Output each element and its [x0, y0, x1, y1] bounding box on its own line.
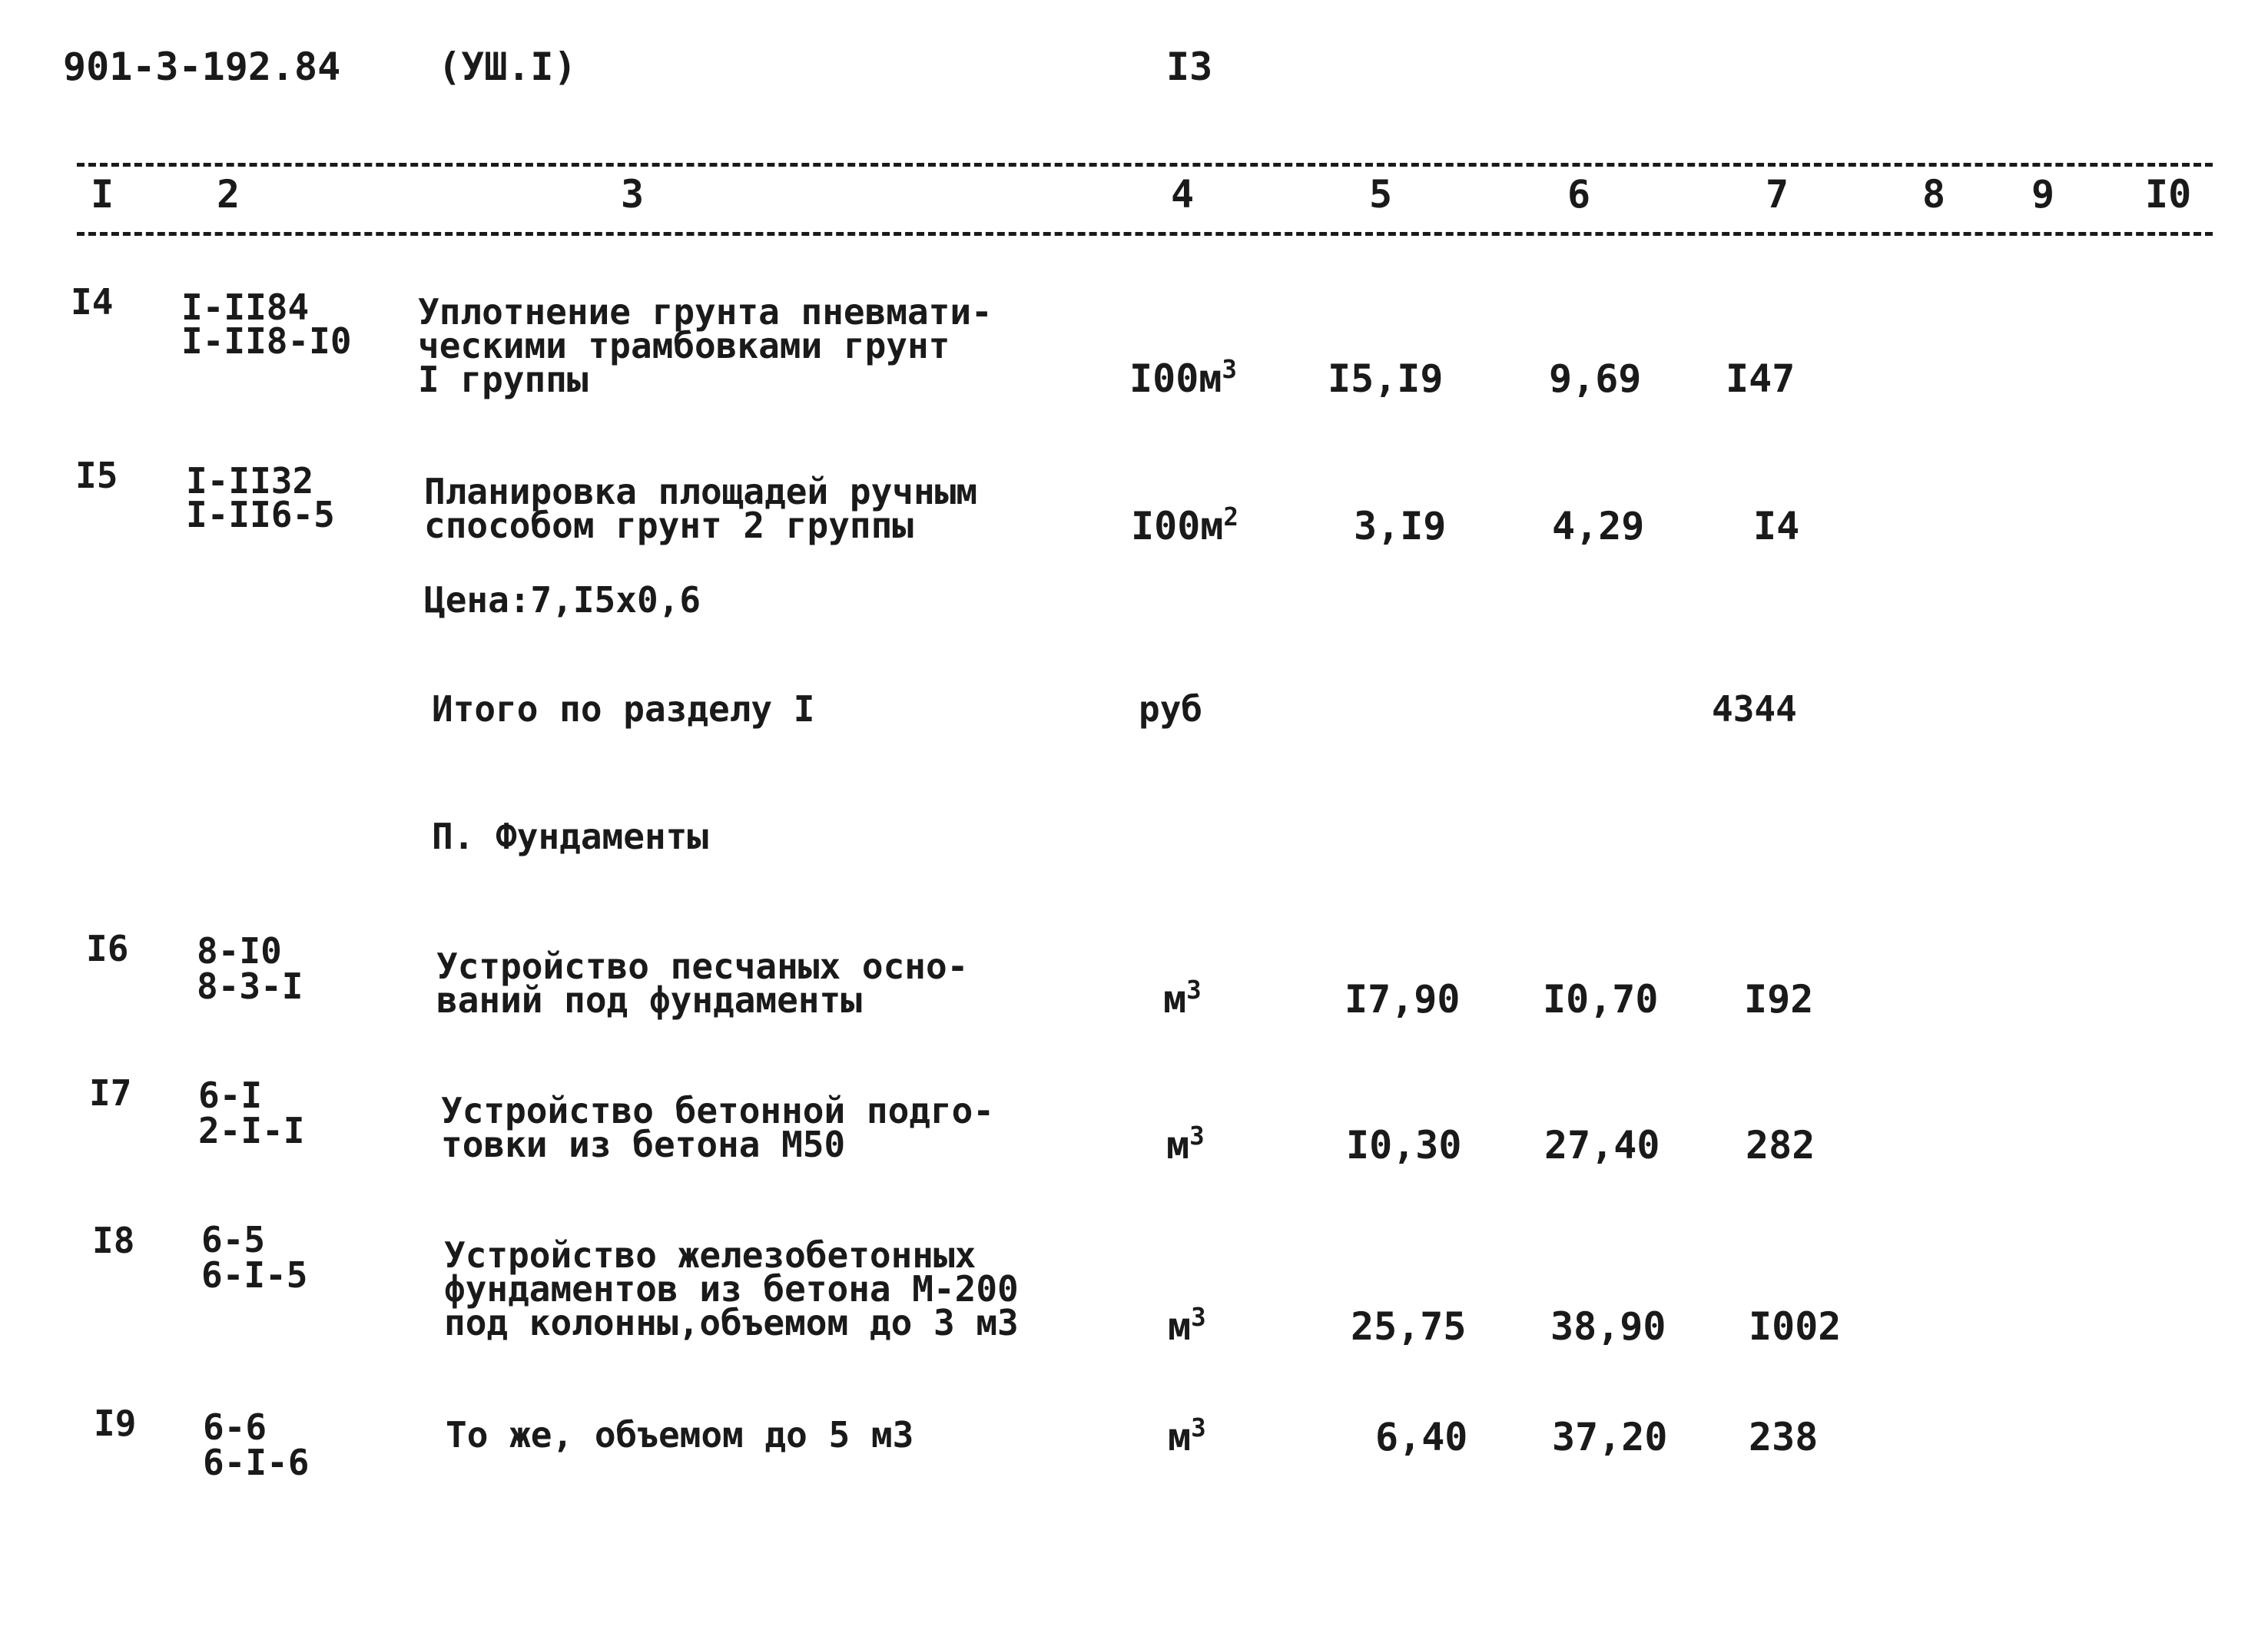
column-header-5: 5 — [1369, 172, 1393, 217]
row-unit: $I00м^3$ — [1129, 355, 1237, 401]
column-header-8: 8 — [1922, 172, 1946, 217]
row-description: фундаментов из бетона М-200 — [444, 1268, 1019, 1310]
row-code-secondary: 6-I-5 — [201, 1254, 308, 1296]
row-description: ческими трамбовками грунт — [418, 325, 950, 366]
row-code-secondary: 2-I-I — [198, 1110, 305, 1151]
header-rule-bottom — [77, 232, 2213, 236]
volume-label: (УШ.I) — [438, 45, 577, 89]
row-total: I002 — [1749, 1304, 1842, 1349]
row-quantity: I7,90 — [1345, 977, 1461, 1022]
doc-number: 901-3-192.84 — [63, 45, 341, 89]
row-code-secondary: 6-I-6 — [203, 1442, 310, 1483]
row-unit-price: 4,29 — [1552, 504, 1645, 548]
row-unit: $м^3$ — [1166, 1121, 1205, 1168]
row-unit: $м^3$ — [1163, 975, 1202, 1022]
row-description: способом грунт 2 группы — [424, 505, 914, 546]
column-header-2: 2 — [217, 172, 240, 217]
price-note: Цена:7,I5x0,6 — [424, 579, 701, 621]
row-description: Уплотнение грунта пневмати- — [418, 291, 993, 333]
column-header-10: I0 — [2145, 172, 2192, 217]
row-unit: $I00м^2$ — [1131, 502, 1238, 548]
page-number: I3 — [1166, 45, 1213, 89]
column-header-6: 6 — [1567, 172, 1591, 217]
row-quantity: I0,30 — [1346, 1123, 1462, 1168]
row-unit-price: 9,69 — [1549, 356, 1642, 401]
row-number: I7 — [89, 1072, 132, 1114]
row-unit-price: 38,90 — [1550, 1304, 1666, 1349]
row-code-primary: I-II32 — [186, 460, 314, 502]
row-quantity: I5,I9 — [1328, 356, 1444, 401]
row-code-primary: 6-I — [198, 1075, 263, 1116]
row-total: I47 — [1726, 356, 1796, 401]
row-description: Устройство железобетонных — [444, 1234, 976, 1276]
row-code-primary: I-II84 — [181, 287, 310, 328]
column-header-9: 9 — [2031, 172, 2055, 217]
column-header-1: I — [91, 172, 114, 217]
row-code-secondary: I-II8-I0 — [181, 320, 352, 362]
row-number: I8 — [92, 1220, 135, 1261]
row-unit: $м^3$ — [1168, 1413, 1206, 1459]
row-unit-price: 37,20 — [1552, 1415, 1668, 1459]
column-header-7: 7 — [1766, 172, 1789, 217]
row-description: I группы — [418, 359, 589, 400]
row-quantity: 6,40 — [1375, 1415, 1468, 1459]
row-description: товки из бетона М50 — [441, 1124, 846, 1165]
row-description: Планировка площадей ручным — [424, 471, 978, 512]
row-code-primary: 6-6 — [203, 1406, 267, 1448]
row-total: 238 — [1749, 1415, 1819, 1459]
row-description: Устройство песчаных осно- — [436, 946, 969, 987]
row-number: I6 — [86, 928, 129, 969]
column-header-3: 3 — [621, 172, 645, 217]
row-description: То же, объемом до 5 м3 — [446, 1414, 914, 1456]
row-description: под колонны,объемом до 3 м3 — [444, 1302, 1019, 1343]
row-quantity: 3,I9 — [1354, 504, 1447, 548]
row-number: I5 — [75, 455, 118, 496]
row-total: 282 — [1746, 1123, 1815, 1168]
row-total: I4 — [1753, 504, 1800, 548]
row-code-secondary: I-II6-5 — [186, 494, 335, 535]
row-code-primary: 8-I0 — [197, 930, 282, 972]
row-code-secondary: 8-3-I — [197, 966, 303, 1007]
row-unit-price: 27,40 — [1544, 1123, 1660, 1168]
row-number: I4 — [71, 281, 114, 323]
row-unit-price: I0,70 — [1543, 977, 1659, 1022]
row-number: I9 — [94, 1403, 137, 1444]
row-description: ваний под фундаменты — [436, 979, 862, 1021]
section-total-unit: руб — [1139, 688, 1203, 730]
row-unit: $м^3$ — [1168, 1303, 1206, 1349]
column-header-4: 4 — [1171, 172, 1195, 217]
row-description: Устройство бетонной подго- — [441, 1090, 995, 1131]
row-code-primary: 6-5 — [201, 1219, 266, 1260]
header-rule-top — [77, 163, 2213, 167]
section-total-value: 4344 — [1712, 688, 1797, 730]
row-total: I92 — [1744, 977, 1814, 1022]
section-heading: П. Фундаменты — [432, 816, 709, 857]
section-total-label: Итого по разделу I — [432, 688, 815, 730]
row-quantity: 25,75 — [1351, 1304, 1467, 1349]
